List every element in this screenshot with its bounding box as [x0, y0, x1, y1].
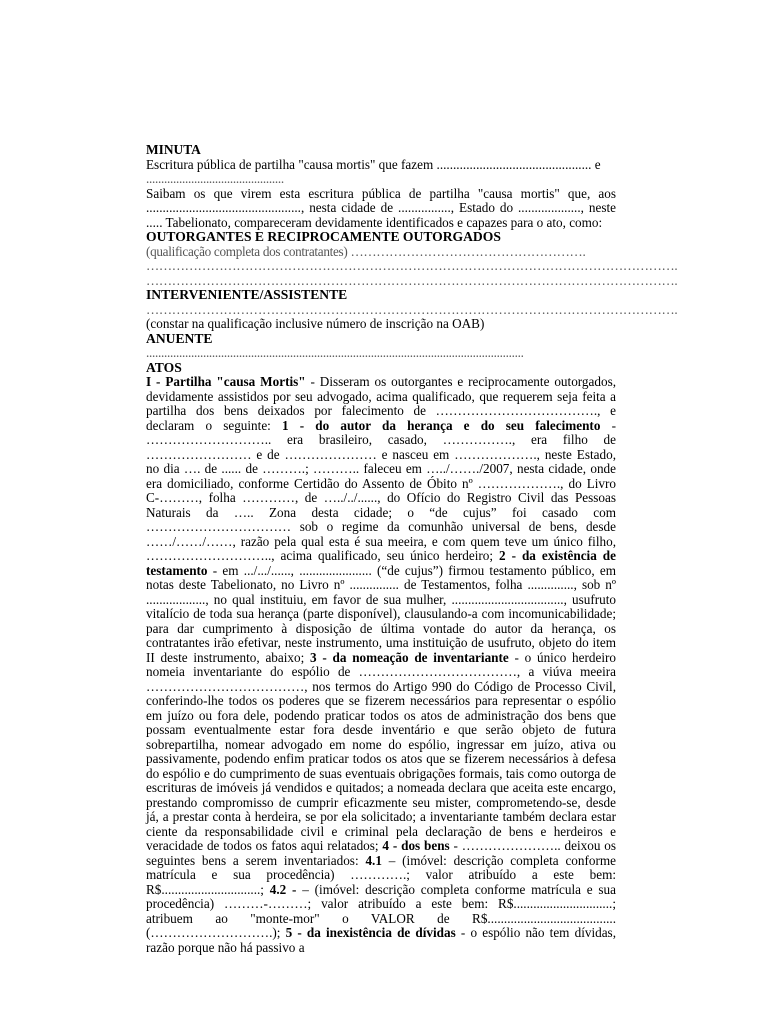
atos-paragraph	[146, 375, 616, 955]
dotted-line-2: …………………………………………………………………………………………………………….	[146, 272, 678, 288]
dotted-line-4: ..............................................................................................................................	[146, 345, 524, 360]
document-page	[146, 142, 678, 955]
atos-text-5: - ………………….. deixou os seguintes bens a serem inventariados:	[146, 838, 617, 868]
section-interveniente: INTERVENIENTE/ASSISTENTE	[146, 287, 348, 302]
intro-paragraph: Saibam os que virem esta escritura pública de partilha "causa mortis" que, aos ..............................................., nesta cidade de ................, Estado do ..................., neste ..... Tabelionato, compareceram devidamente identificados e capazes para o ato, como:	[146, 185, 616, 230]
item-dividas-title: 5 - da inexistência de dívidas	[285, 925, 456, 940]
item-4-1-title: 4.1	[365, 852, 382, 868]
atos-text-7: – (imóvel: descrição completa conforme matrícula e sua procedência) ………-………; valor atribuído a este bem: R$..............................; atribuem ao "monte-mor" o VALOR de R$....................................... (……………………….);	[146, 881, 616, 940]
atos-text-6: – (imóvel: descrição completa conforme matrícula e sua procedência) ………….; valor atribuído a este bem: R$..............................;	[146, 852, 616, 897]
section-atos: ATOS	[146, 359, 182, 375]
atos-text-1: - Disseram os outorgantes e reciprocamente outorgados, devidamente assistidos por seu advogado, acima qualificado, que requerem seja feita a partilha dos bens deixados por falecimento de ………………………………., e declaram o seguinte:	[146, 374, 616, 433]
item-bens-title: 4 - dos bens	[382, 838, 450, 853]
item-inventariante-title: 3 - da nomeação de inventariante	[310, 649, 509, 665]
document-title: MINUTA	[146, 142, 201, 157]
item-testamento-title: 2 - da existência de testamento	[146, 548, 616, 578]
item-4-2-title: 4.2 -	[269, 881, 297, 897]
heading-line: Escritura pública de partilha "causa mortis" que fazem ............................................... e	[146, 156, 601, 172]
atos-text-2: - ……………………….. era brasileiro, casado, ……………., era filho de …………………… e de ………………… e nasceu em ………………., neste Estado, no dia …. de ...... de ……….; ……….. faleceu em …../……./2007, nesta cidade, onde era domiciliado, conforme Certidão do Assento de Óbito nº ………………., do Livro C-………, folha …………, de …../../......, do Ofício do Registro Civil das Pessoas Naturais da ….. Zona desta cidade; o “de cujus” foi casado com …………………………… sob o regime da comunhão universal de bens, desde ……/……/……, razão pela qual esta é sua meeira, e com quem teve um único filho, ……………………….., acima qualificado, seu único herdeiro;	[146, 417, 616, 563]
qualification-line: (qualificação completa dos contratantes) ……………………………………………….	[146, 243, 586, 259]
section-outorgantes: OUTORGANTES E RECIPROCAMENTE OUTORGADOS	[146, 229, 501, 244]
item-autor-heranca-title: 1 - do autor da herança e do seu falecimento	[281, 417, 601, 433]
dotted-line-1: …………………………………………………………………………………………………………….	[146, 258, 678, 273]
section-anuente: ANUENTE	[146, 330, 213, 346]
item-partilha-title: I - Partilha "causa Mortis"	[146, 374, 306, 389]
dotted-line-3: …………………………………………………………………………………………………………….	[146, 301, 678, 317]
atos-text-3: - em .../.../......, ...................... (“de cujus”) firmou testamento público, em notas deste Tabelionato, no Livro nº ............... de Testamentos, folha .............., sob nº .................., no qual instituiu, em favor de sua mulher, .................................., usufruto vitalício de toda sua herança (parte disponível), clausulando-a com incomunicabilidade; para dar cumprimento à disposição de última vontade do autor da herança, os contratantes irão efetivar, neste instrumento, uma instituição de usufruto, objeto do item II deste instrumento, abaixo;	[146, 562, 616, 665]
heading-line-continuation: ..............................................	[146, 171, 284, 186]
oab-note: (constar na qualificação inclusive número de inscrição na OAB)	[146, 316, 485, 331]
atos-text-8: - o espólio não tem dívidas, razão porque não há passivo a	[146, 925, 616, 955]
atos-text-4: - o único herdeiro nomeia inventariante do espólio de ………………………………, a viúva meeira ………………………………, nos termos do Artigo 990 do Código de Processo Civil, conferindo-lhe todos os poderes que se fizerem necessários para representar o espólio em juízo ou fora dele, podendo praticar todos os atos de administração dos bens que possam eventualmente estar fora desde inventário e que serão objeto de futura sobrepartilha, nomear advogado em nome do espólio, ingressar em juízo, ativa ou passivamente, podendo enfim praticar todos os atos que se fizerem necessários à defesa do espólio e do cumprimento de suas eventuais obrigações formais, tais como outorga de escrituras de imóveis já vendidos e quitados; a nomeada declara que aceita este encargo, prestando compromisso de cumprir eficazmente seu mister, comprometendo-se, desde já, a prestar conta à herdeira, se por ela solicitado; a inventariante também declara estar ciente da responsabilidade civil e criminal pela declaração de bens e herdeiros e veracidade de todos os fatos aqui relatados;	[146, 649, 616, 853]
